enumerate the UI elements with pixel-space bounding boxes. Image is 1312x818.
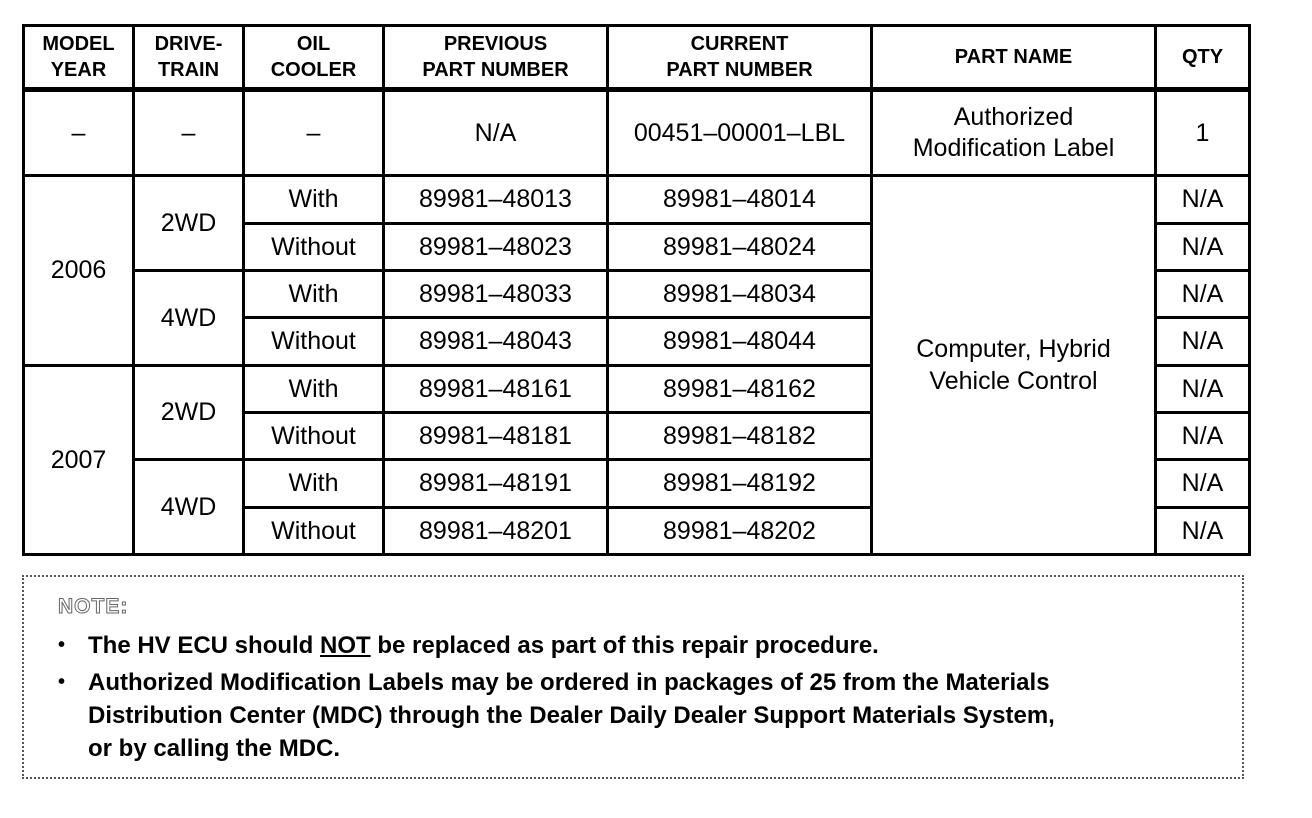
qty-cell: N/A: [1156, 270, 1250, 317]
oil-cooler-cell: With: [244, 365, 384, 412]
note-box: [22, 575, 1244, 779]
oil-cooler-cell: Without: [244, 507, 384, 554]
previous-part-cell: 89981–48201: [384, 507, 608, 554]
qty-cell: N/A: [1156, 460, 1250, 507]
header-previous-part-number: PREVIOUS PART NUMBER: [384, 26, 608, 90]
qty-cell: N/A: [1156, 365, 1250, 412]
oil-cooler-cell: Without: [244, 318, 384, 365]
previous-part-cell: N/A: [384, 90, 608, 176]
oil-cooler-cell: With: [244, 270, 384, 317]
oil-cooler-cell: With: [244, 460, 384, 507]
model-year-cell: –: [24, 90, 134, 176]
previous-part-cell: 89981–48023: [384, 223, 608, 270]
oil-cooler-cell: Without: [244, 412, 384, 459]
current-part-cell: 89981–48034: [608, 270, 872, 317]
model-year-cell: 2007: [24, 365, 134, 554]
header-qty: QTY: [1156, 26, 1250, 90]
part-name-cell: Computer, Hybrid Vehicle Control: [872, 176, 1156, 555]
parts-table: [22, 24, 1251, 556]
table-row: [24, 176, 1250, 223]
bullet-icon: •: [58, 634, 66, 656]
previous-part-cell: 89981–48013: [384, 176, 608, 223]
note-list: [58, 629, 1212, 765]
header-current-part-number: CURRENT PART NUMBER: [608, 26, 872, 90]
drivetrain-cell: 4WD: [134, 460, 244, 555]
current-part-cell: 89981–48192: [608, 460, 872, 507]
note-item: • Authorized Modification Labels may be ordered in packages of 25 from the Materials Distribution Center (MDC) through the Dealer Daily Dealer Support Materials System, or by calling the MDC.: [58, 666, 1212, 765]
current-part-cell: 89981–48182: [608, 412, 872, 459]
current-part-cell: 89981–48202: [608, 507, 872, 554]
note-label: NOTE:: [58, 595, 129, 618]
qty-cell: N/A: [1156, 412, 1250, 459]
model-year-cell: 2006: [24, 176, 134, 365]
table-row: [24, 90, 1250, 176]
oil-cooler-cell: With: [244, 176, 384, 223]
qty-cell: 1: [1156, 90, 1250, 176]
qty-cell: N/A: [1156, 223, 1250, 270]
previous-part-cell: 89981–48043: [384, 318, 608, 365]
current-part-cell: 89981–48162: [608, 365, 872, 412]
previous-part-cell: 89981–48191: [384, 460, 608, 507]
current-part-cell: 00451–00001–LBL: [608, 90, 872, 176]
qty-cell: N/A: [1156, 507, 1250, 554]
emphasis-not: NOT: [320, 632, 371, 659]
oil-cooler-cell: Without: [244, 223, 384, 270]
part-name-cell: Authorized Modification Label: [872, 90, 1156, 176]
drivetrain-cell: 4WD: [134, 270, 244, 365]
header-model-year: MODEL YEAR: [24, 26, 134, 90]
previous-part-cell: 89981–48161: [384, 365, 608, 412]
header-row: [24, 26, 1250, 90]
header-drivetrain: DRIVE- TRAIN: [134, 26, 244, 90]
note-item: • The HV ECU should NOT be replaced as part of this repair procedure.: [58, 629, 1212, 662]
previous-part-cell: 89981–48033: [384, 270, 608, 317]
qty-cell: N/A: [1156, 176, 1250, 223]
qty-cell: N/A: [1156, 318, 1250, 365]
current-part-cell: 89981–48014: [608, 176, 872, 223]
drivetrain-cell: 2WD: [134, 176, 244, 271]
header-oil-cooler: OIL COOLER: [244, 26, 384, 90]
bullet-icon: •: [58, 671, 66, 693]
drivetrain-cell: –: [134, 90, 244, 176]
drivetrain-cell: 2WD: [134, 365, 244, 460]
header-part-name: PART NAME: [872, 26, 1156, 90]
current-part-cell: 89981–48024: [608, 223, 872, 270]
previous-part-cell: 89981–48181: [384, 412, 608, 459]
current-part-cell: 89981–48044: [608, 318, 872, 365]
oil-cooler-cell: –: [244, 90, 384, 176]
